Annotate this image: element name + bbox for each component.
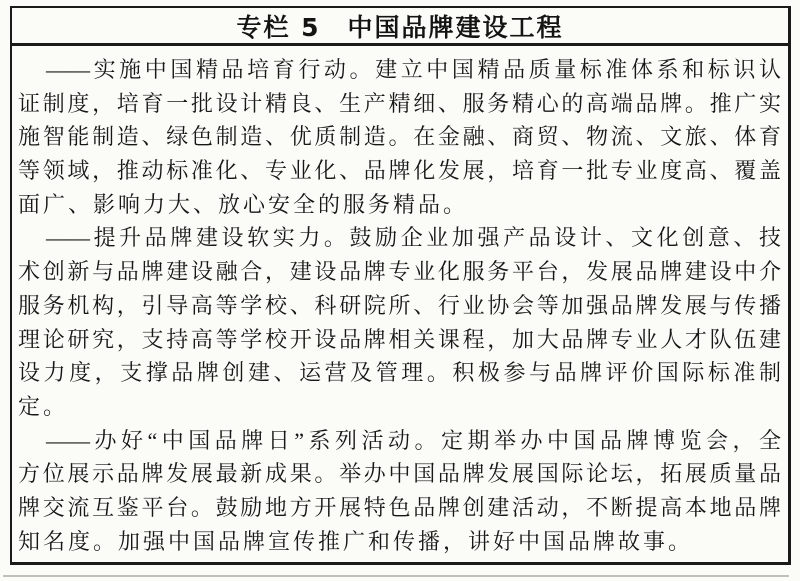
callout-box xyxy=(10,6,791,565)
text-line: 方位展示品牌发展最新成果。举办中国品牌发展国际论坛，拓展质量品 xyxy=(18,461,781,487)
text-line: 术创新与品牌建设融合，建设品牌专业化服务平台，发展品牌建设中介 xyxy=(18,259,781,285)
text-line: ——实施中国精品培育行动。建立中国精品质量标准体系和标识认 xyxy=(46,57,781,82)
scan-artifact-line xyxy=(3,575,789,577)
text-line: 等领域，推动标准化、专业化、品牌化发展，培育一批专业度高、覆盖 xyxy=(18,158,781,184)
text-line: ——办好“中国品牌日”系列活动。定期举办中国品牌博览会，全 xyxy=(46,427,781,453)
text-line: 证制度，培育一批设计精良、生产精细、服务精心的高端品牌。推广实 xyxy=(18,90,781,116)
callout-title-bar xyxy=(12,8,788,46)
text-line: 施智能制造、绿色制造、优质制造。在金融、商贸、物流、文旅、体育 xyxy=(18,124,781,150)
text-line: 服务机构，引导高等学校、科研院所、行业协会等加强品牌发展与传播 xyxy=(18,292,781,318)
text-line: 理论研究，支持高等学校开设品牌相关课程，加大品牌专业人才队伍建 xyxy=(18,326,781,352)
callout-title: 专栏 5 中国品牌建设工程 xyxy=(236,12,564,42)
text-line: 设力度，支撑品牌创建、运营及管理。积极参与品牌评价国际标准制 xyxy=(18,360,781,386)
text-line: 面广、影响力大、放心安全的服务精品。 xyxy=(18,191,469,217)
text-line: 定。 xyxy=(18,393,69,419)
text-line: 知名度。加强中国品牌宣传推广和传播，讲好中国品牌故事。 xyxy=(18,528,694,554)
text-line: 牌交流互鉴平台。鼓励地方开展特色品牌创建活动，不断提高本地品牌 xyxy=(18,494,781,520)
text-line: ——提升品牌建设软实力。鼓励企业加强产品设计、文化创意、技 xyxy=(46,225,781,251)
callout-body xyxy=(12,46,788,558)
